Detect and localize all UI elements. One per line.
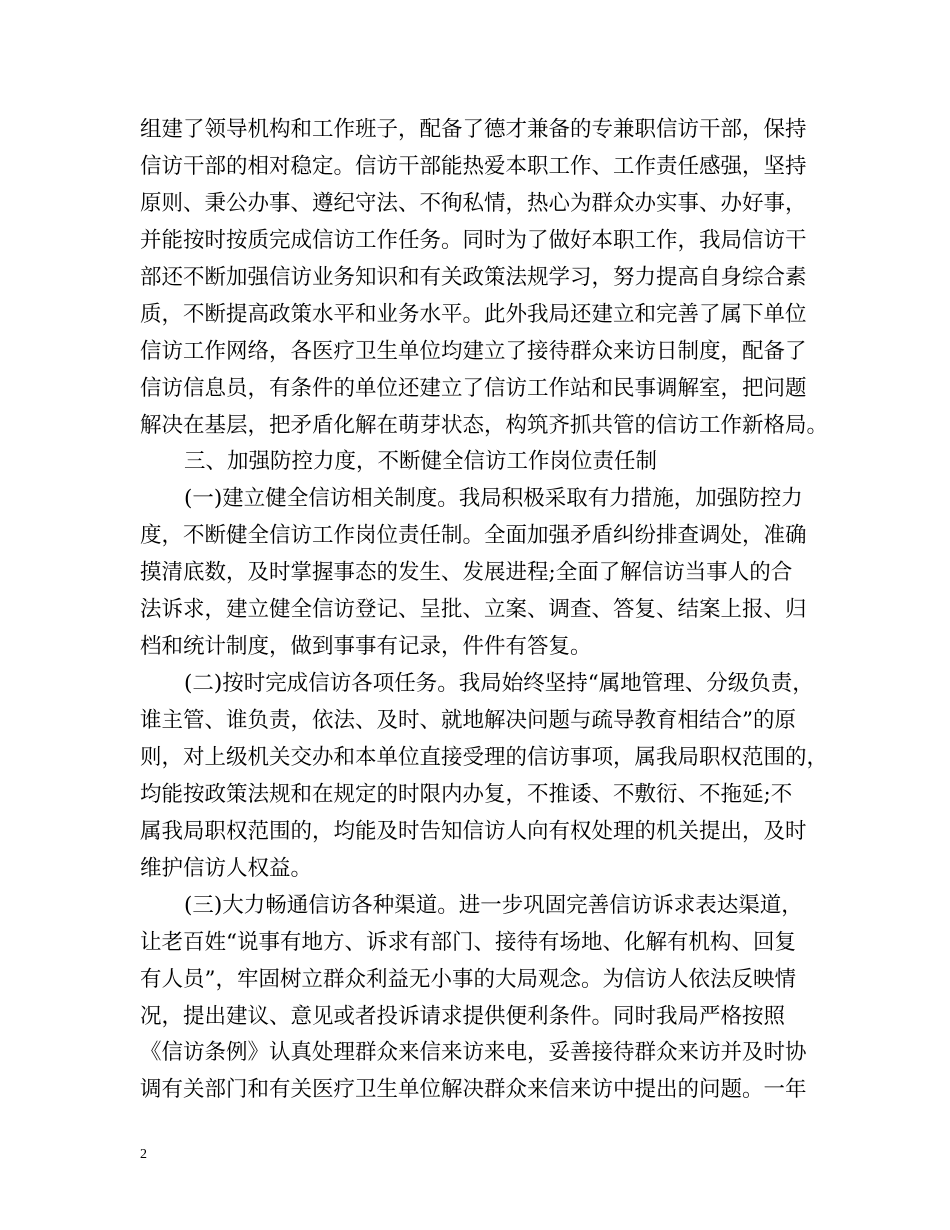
text-line: 摸清底数，及时掌握事态的发生、发展进程;全面了解信访当事人的合 — [140, 560, 793, 586]
paragraph-first-line: (二)按时完成信访各项任务。我局始终坚持“属地管理、分级负责， — [184, 671, 814, 697]
text-line: 并能按时按质完成信访工作任务。同时为了做好本职工作，我局信访干 — [140, 227, 807, 253]
text-line: 则，对上级机关交办和本单位直接受理的信访事项，属我局职权范围的， — [140, 744, 829, 770]
text-line: 信访工作网络，各医疗卫生单位均建立了接待群众来访日制度，配备了 — [140, 338, 807, 364]
text-line: 维护信访人权益。 — [140, 855, 313, 881]
text-line: 均能按政策法规和在规定的时限内办复，不推诿、不敷衍、不拖延;不 — [140, 781, 793, 807]
text-line: 解决在基层，把矛盾化解在萌芽状态，构筑齐抓共管的信访工作新格局。 — [140, 412, 829, 438]
text-line: 况，提出建议、意见或者投诉请求提供便利条件。同时我局严格按照 — [140, 1003, 786, 1029]
paragraph-first-line: (一)建立健全信访相关制度。我局积极采取有力措施，加强防控力 — [184, 486, 803, 512]
section-heading: 三、加强防控力度，不断健全信访工作岗位责任制 — [184, 449, 658, 475]
text-line: 度，不断健全信访工作岗位责任制。全面加强矛盾纠纷排查调处，准确 — [140, 523, 807, 549]
text-line: 法诉求，建立健全信访登记、呈批、立案、调查、答复、结案上报、归 — [140, 597, 807, 623]
text-line: 属我局职权范围的，均能及时告知信访人向有权处理的机关提出，及时 — [140, 818, 807, 844]
text-line: 有人员”，牢固树立群众利益无小事的大局观念。为信访人依法反映情 — [140, 966, 796, 992]
text-line: 原则、秉公办事、遵纪守法、不徇私情，热心为群众办实事、办好事， — [140, 190, 807, 216]
document-body — [140, 112, 840, 1109]
text-line: 档和统计制度，做到事事有记录，件件有答复。 — [140, 634, 592, 660]
text-line: 《信访条例》认真处理群众来信来访来电，妥善接待群众来访并及时协 — [140, 1040, 807, 1066]
text-line: 信访干部的相对稳定。信访干部能热爱本职工作、工作责任感强，坚持 — [140, 153, 807, 179]
text-line: 调有关部门和有关医疗卫生单位解决群众来信来访中提出的问题。一年 — [140, 1077, 807, 1103]
page-number: 2 — [140, 1147, 147, 1162]
text-line: 质，不断提高政策水平和业务水平。此外我局还建立和完善了属下单位 — [140, 301, 807, 327]
text-line: 部还不断加强信访业务知识和有关政策法规学习，努力提高自身综合素 — [140, 264, 807, 290]
text-line: 组建了领导机构和工作班子，配备了德才兼备的专兼职信访干部，保持 — [140, 117, 807, 142]
text-line: 信访信息员，有条件的单位还建立了信访工作站和民事调解室，把问题 — [140, 375, 807, 401]
text-line: 谁主管、谁负责，依法、及时、就地解决问题与疏导教育相结合”的原 — [140, 708, 796, 733]
paragraph-first-line: (三)大力畅通信访各种渠道。进一步巩固完善信访诉求表达渠道， — [184, 892, 803, 918]
text-line: 让老百姓“说事有地方、诉求有部门、接待有场地、化解有机构、回复 — [140, 929, 796, 955]
